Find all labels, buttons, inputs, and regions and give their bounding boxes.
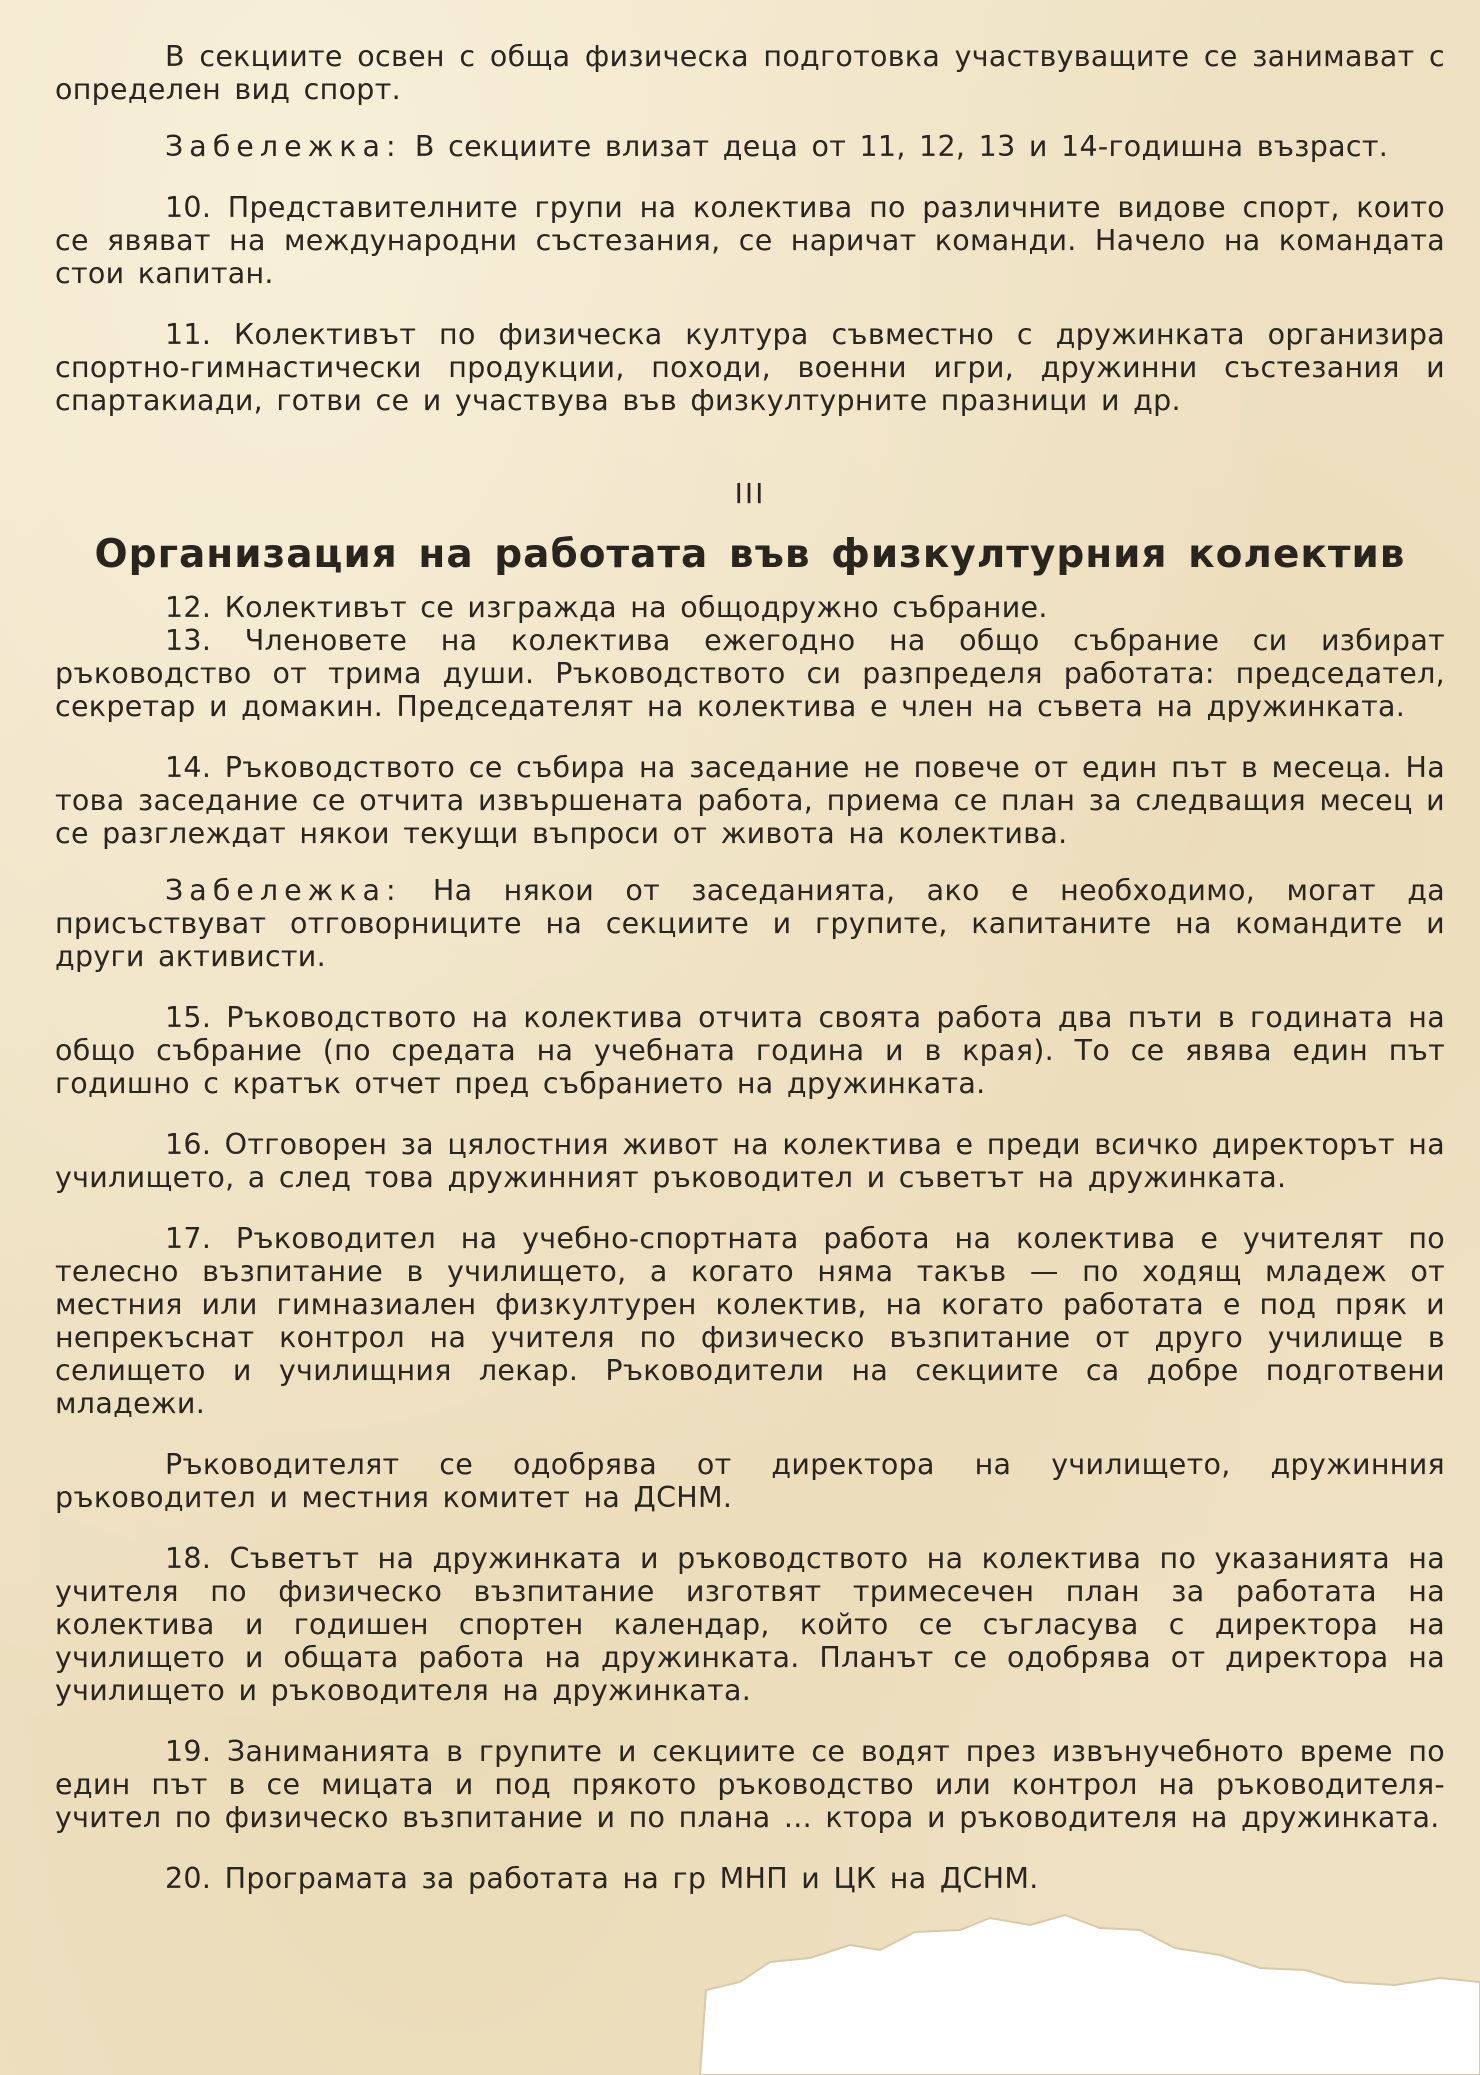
item-20: 20. Програмата за работата на гр МНП и ЦК на ДСНМ. xyxy=(165,1862,1039,1895)
item-19: 19. Заниманията в групите и секциите се водят през извънучебното време по един път в се мицата и под прякото ръководство или контрол на ръководителя-учител по физическо възпитание и по плана ... ктора и ръководителя на дружинката. xyxy=(55,1735,1445,1834)
note-meetings xyxy=(55,874,1445,973)
item-12: 12. Колективът се изгражда на общодружно събрание. xyxy=(165,591,1048,624)
item-18: 18. Съветът на дружинката и ръководството на колектива по указанията на учителя по физическо възпитание изготвят тримесечен план за работата на колектива и годишен спортен календар, който се съгласува с директора на училището и общата работа на дружинката. Планът се одобрява от директора на училището и ръководителя на дружинката. xyxy=(55,1542,1445,1707)
note-text: В секциите влизат деца от 11, 12, 13 и 14-годишна възраст. xyxy=(401,130,1389,163)
document-page xyxy=(55,40,1445,1895)
paragraph-sections-intro: В секциите освен с обща физическа подготовка участвуващите се занимават с определен вид спорт. xyxy=(55,40,1445,106)
note-label: Забележка: xyxy=(165,130,402,163)
item-17-continued: Ръководителят се одобрява от директора на училището, дружинния ръководител и местния комитет на ДСНМ. xyxy=(55,1448,1445,1514)
item-17: 17. Ръководител на учебно-спортната работа на колектива е учителят по телесно възпитание в училището, а когато няма такъв — по ходящ младеж от местния или гимназиален физкултурен колектив, на когато работата е под пряк и непрекъснат контрол на учителя по физическо възпитание от друго училище в селището и училищния лекар. Ръководители на секциите са добре подготвени младежи. xyxy=(55,1222,1445,1420)
section-title: Организация на работата във физкултурния колектив xyxy=(94,532,1406,577)
item-15: 15. Ръководството на колектива отчита своята работа два пъти в годината на общо събрание (по средата на учебната година и в края). То се явява един път годишно с кратък отчет пред събранието на дружинката. xyxy=(55,1001,1445,1100)
note-label: Забележка: xyxy=(165,874,402,907)
item-10: 10. Представителните групи на колектива по различните видове спорт, които се явяват на международни състезания, се наричат команди. Начело на командата стои капитан. xyxy=(55,191,1445,290)
section-number: III xyxy=(734,477,766,510)
note-sections-age xyxy=(55,130,1445,163)
item-16: 16. Отговорен за цялостния живот на колектива е преди всичко директорът на училището, а след това дружинният ръководител и съветът на дружинката. xyxy=(55,1128,1445,1194)
item-11: 11. Колективът по физическа култура съвместно с дружинката организира спортно-гимнастически продукции, походи, военни игри, дружинни състезания и спартакиади, готви се и участвува във физкултурните празници и др. xyxy=(55,318,1445,417)
item-13: 13. Членовете на колектива ежегодно на общо събрание си избират ръководство от трима души. Ръководството си разпределя работата: председател, секретар и домакин. Председателят на колектива е член на съвета на дружинката. xyxy=(55,624,1445,723)
item-14: 14. Ръководството се събира на заседание не повече от един път в месеца. На това заседание се отчита извършената работа, приема се план за следващия месец и се разглеждат някои текущи въпроси от живота на колектива. xyxy=(55,751,1445,850)
note-text: На някои от заседанията, ако е необходимо, могат да присъствуват отговорниците на секциите и групите, капитаните на командите и други активисти. xyxy=(55,874,1445,973)
